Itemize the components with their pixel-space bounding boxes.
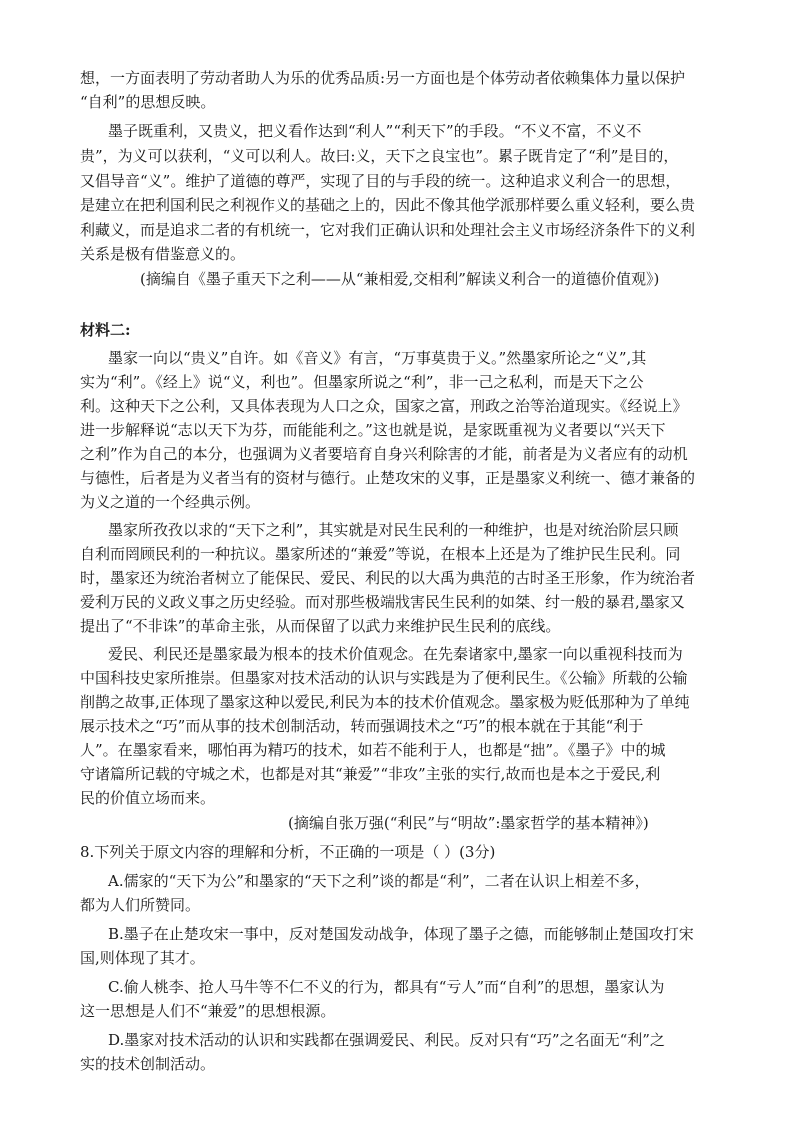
document-page: 想，一方面表明了劳动者助人为乐的优秀品质:另一方面也是个体劳动者依赖集体力量以保护 “自利”的思想反映。 墨子既重利，又贵义，把义看作达到“利人”“利天下”的手段。“不义不富，不义不 贵”，为义可以获利，“义可以利人。故曰:义，天下之良宝也”。累子既肯定了“利”是目的， 又倡导音“义”。维护了道德的尊严，实现了目的与手段的统一。这种追求义利合一的思想， 是建立在把利国利民之利视作义的基础之上的，因此不像其他学派那样要么重义轻利，要么贵 利藏义，而是追求二者的有机统一，它对我们正确认识和处理社会主义市场经济条件下的义利 关系是极有借鉴意义的。 (摘编自《墨子重天下之利——从“兼相爱,交相利”解读义利合一的道德价值观》) 材料二: 墨家一向以“贵义”自许。如《音义》有言，“万事莫贵于义。”然墨家所论之“义”,其 实为“利”。《经上》说“义，利也”。但墨家所说之“利”，非一己之私利，而是天下之公 利。这种天下之公利，又具体表现为人口之众，国家之富，刑政之治等治道现实。《经说上》 进一步解释说“志以天下为芬，而能能利之。”这也就是说，是家既重视为义者要以“兴天下 之利”作为自己的本分，也强调为义者要培育自身兴利除害的才能，前者是为义者应有的动机 与德性，后者是为义者当有的资材与德行。止楚攻宋的义事，正是墨家义利统一、德才兼备的 为义之道的一个经典示例。 墨家所孜孜以求的“天下之利”，其实就是对民生民利的一种维护，也是对统治阶层只顾 自利而罔顾民利的一种抗议。墨家所述的“兼爱”等说，在根本上还是为了维护民生民利。同 时，墨家还为统治者树立了能保民、爱民、利民的以大禹为典范的古时圣王形象，作为统治者 爱利万民的义政义事之历史经验。而对那些极端戕害民生民利的如桀、纣一般的暴君,墨家又 提出了“不非诛”的革命主张，从而保留了以武力来维护民生民利的底线。 爱民、利民还是墨家最为根本的技术价值观念。在先秦诸家中,墨家一向以重视科技而为 中国科技史家所推崇。但墨家对技术活动的认识与实践是为了便利民生。《公输》所载的公输 削鹊之故事,正体现了墨家这种以爱民,利民为本的技术价值观念。墨家极为贬低那种为了单纯 展示技术之“巧”而从事的技术创制活动，转而强调技术之“巧”的根本就在于其能“利于 人”。在墨家看来，哪怕再为精巧的技术，如若不能利于人，也都是“拙”。《墨子》中的城 守诸篇所记载的守城之术，也都是对其“兼爱”“非攻”主张的实行,故而也是本之于爱民,利 民的价值立场而来。 (摘编自张万强(“利民”与“明故”:墨家哲学的基本精神》) 8.下列关于原文内容的理解和分析，不正确的一项是（ ）(3分) A.儒家的“天下为公”和墨家的“天下之利”谈的都是“利”，二者在认识上相差不多， 都为人们所赞同。 B.墨子在止楚攻宋一事中，反对楚国发动战争，体现了墨子之德，而能够制止楚国攻打宋 国,则体现了其才。 C.偷人桃李、抢人马牛等不仁不义的行为，都具有“亏人”而“自利”的思想，墨家认为 这一思想是人们不“兼爱”的思想根源。 D.墨家对技术活动的认识和实践都在强调爱民、利民。反对只有“巧”之名面无“利”之 实的技术创制活动。 (80, 69, 696, 1073)
